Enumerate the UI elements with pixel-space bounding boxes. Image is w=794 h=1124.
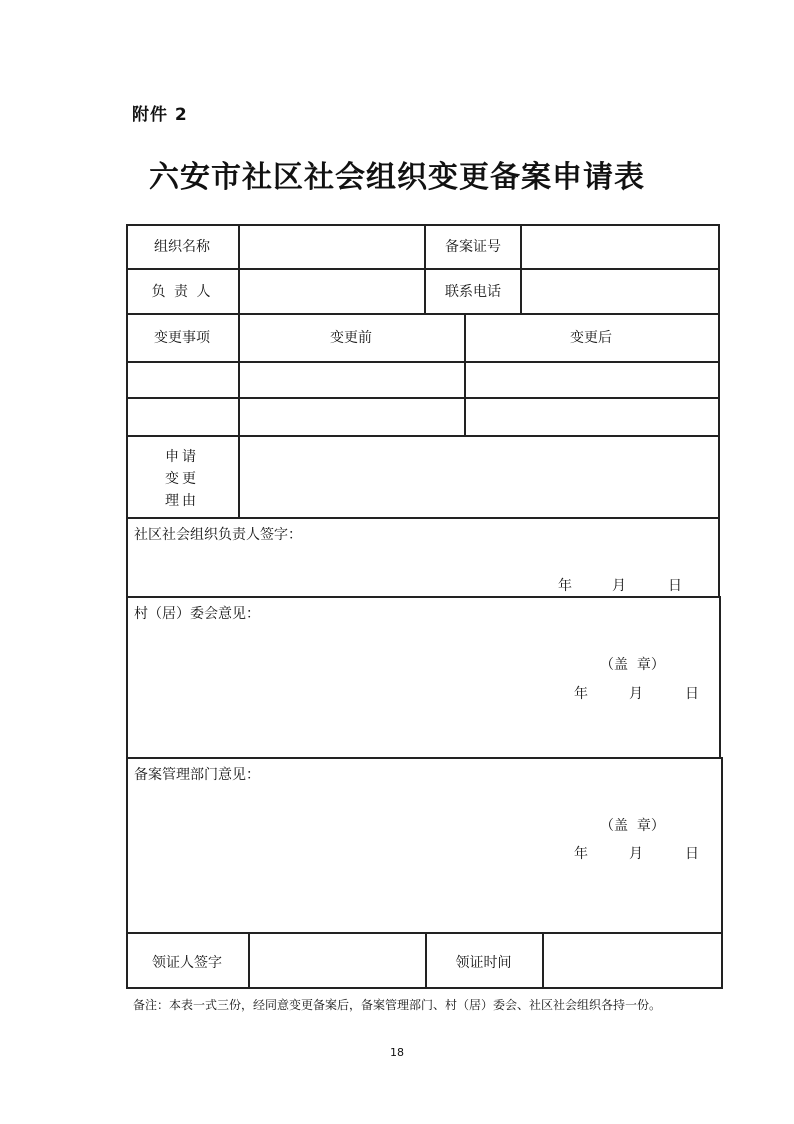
- seal-label: （盖 章）: [600, 657, 665, 673]
- before-change-field[interactable]: [240, 364, 462, 396]
- reason-field[interactable]: [240, 438, 716, 516]
- seal-label: （盖 章）: [600, 818, 665, 834]
- after-change-field[interactable]: [466, 364, 716, 396]
- date-day: 日: [685, 846, 699, 862]
- table-line: [424, 224, 426, 314]
- org-name-field[interactable]: [240, 227, 422, 267]
- before-change-header: 变更前: [330, 330, 372, 346]
- person-in-charge-label: 负 责 人: [151, 284, 213, 300]
- table-line: [126, 268, 719, 270]
- change-item-field[interactable]: [128, 400, 236, 434]
- after-change-field[interactable]: [466, 400, 716, 434]
- table-line: [126, 757, 722, 759]
- record-cert-field[interactable]: [522, 227, 716, 267]
- record-cert-label: 备案证号: [445, 239, 501, 255]
- village-opinion-label: 村（居）委会意见：: [134, 606, 260, 622]
- receive-time-field[interactable]: [544, 935, 720, 986]
- table-line: [126, 517, 719, 519]
- change-items-header: 变更事项: [154, 330, 210, 346]
- date-year: 年: [574, 846, 588, 862]
- table-border-right: [718, 224, 720, 597]
- dept-opinion-label: 备案管理部门意见：: [134, 767, 260, 783]
- after-change-header: 变更后: [570, 330, 612, 346]
- page-number: 18: [390, 1046, 404, 1059]
- date-year: 年: [574, 686, 588, 702]
- table-border-right: [719, 596, 721, 758]
- form-title: 六安市社区社会组织变更备案申请表: [149, 160, 645, 195]
- table-border-right: [721, 757, 723, 988]
- receiver-sign-field[interactable]: [250, 935, 423, 986]
- table-border-top: [126, 224, 719, 226]
- date-month: 月: [629, 846, 643, 862]
- phone-field[interactable]: [522, 271, 716, 311]
- date-year: 年: [558, 578, 572, 594]
- receive-time-label: 领证时间: [455, 955, 512, 971]
- date-day: 日: [668, 578, 682, 594]
- before-change-field[interactable]: [240, 400, 462, 434]
- change-item-field[interactable]: [128, 364, 236, 396]
- date-day: 日: [685, 686, 699, 702]
- org-name-label: 组织名称: [154, 239, 210, 255]
- table-line: [126, 435, 719, 437]
- attachment-label: 附件 2: [132, 105, 188, 125]
- table-line: [126, 397, 719, 399]
- date-month: 月: [612, 578, 626, 594]
- person-in-charge-field[interactable]: [240, 271, 422, 311]
- phone-label: 联系电话: [445, 284, 501, 300]
- table-line: [126, 361, 719, 363]
- reason-label-line: 申请: [165, 449, 199, 465]
- org-sign-label: 社区社会组织负责人签字：: [134, 527, 302, 543]
- reason-label-line: 变更: [165, 471, 199, 487]
- receiver-sign-label: 领证人签字: [152, 955, 222, 971]
- date-month: 月: [629, 686, 643, 702]
- table-line: [126, 313, 719, 315]
- table-line: [126, 596, 720, 598]
- footnote: 备注：本表一式三份，经同意变更备案后，备案管理部门、村（居）委会、社区社会组织各持一份。: [133, 998, 662, 1012]
- reason-label: [126, 446, 238, 512]
- reason-label-line: 理由: [165, 493, 199, 509]
